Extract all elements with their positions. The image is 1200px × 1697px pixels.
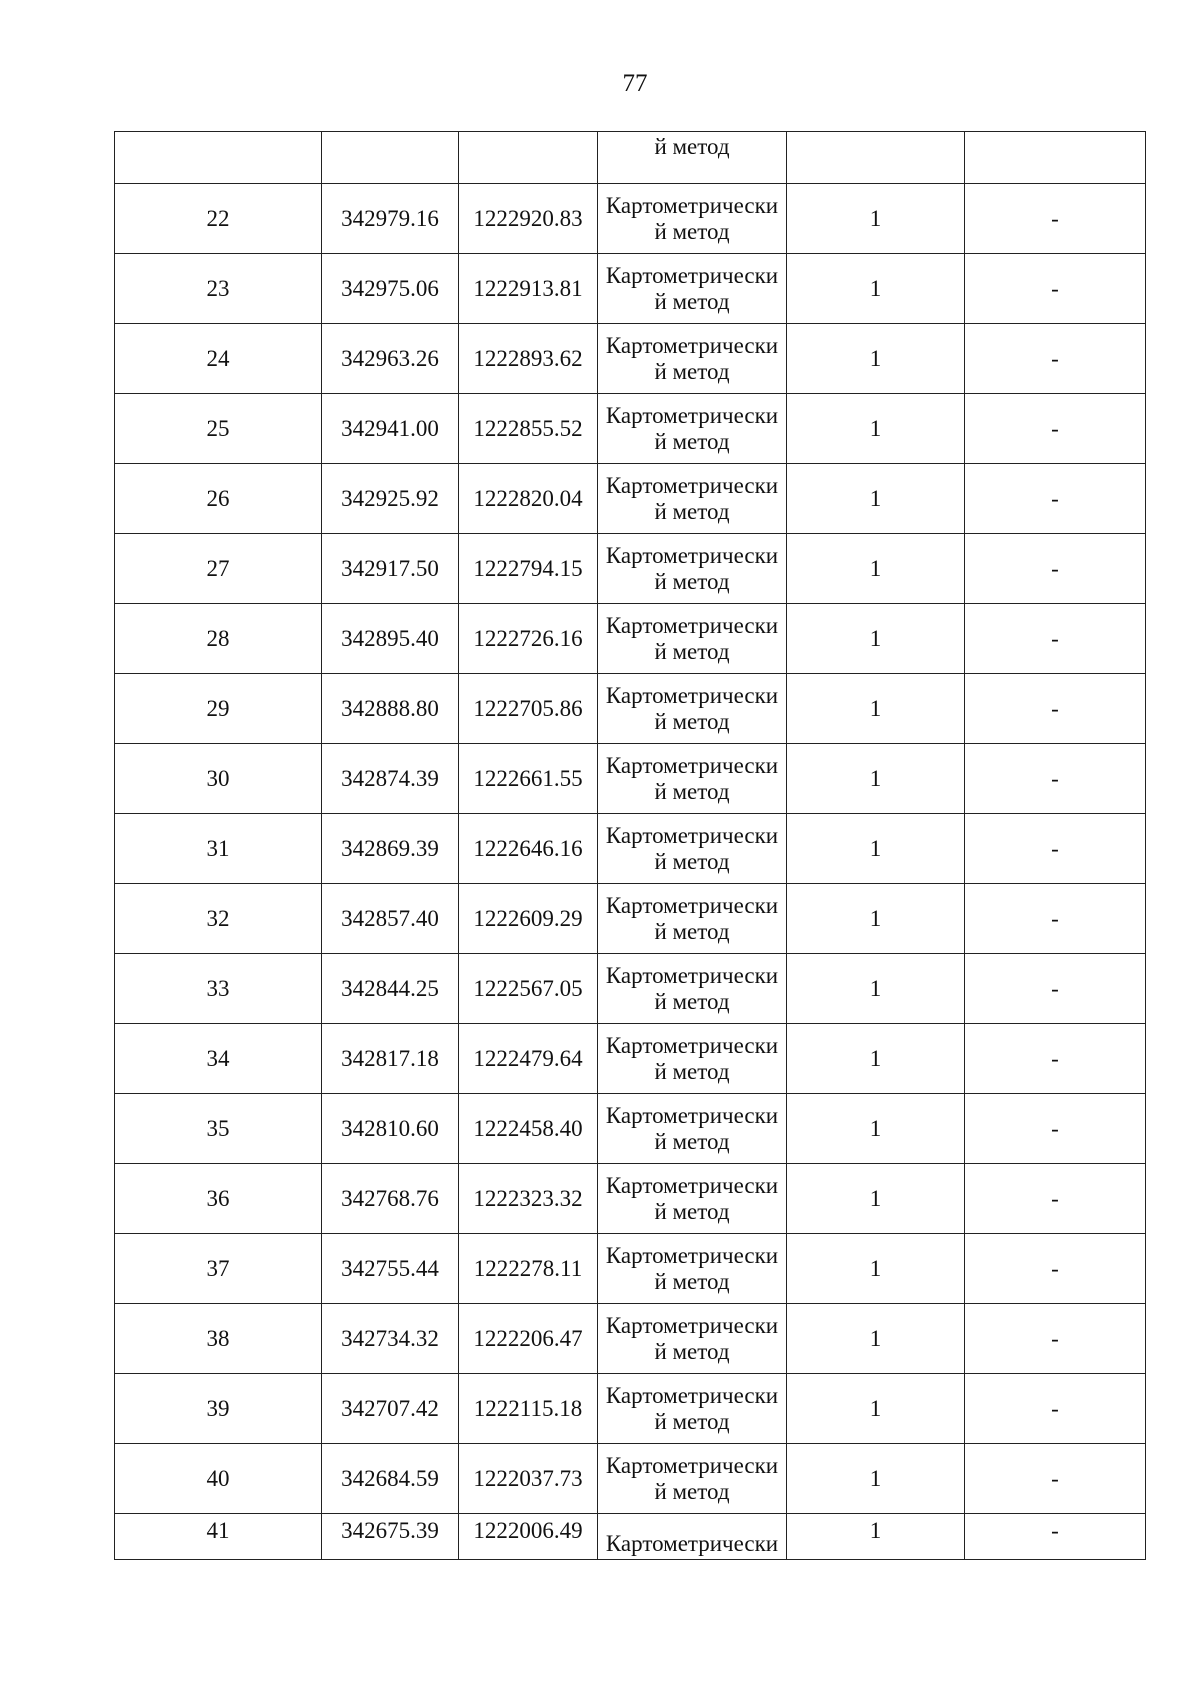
cell-x: 342755.44 (322, 1234, 459, 1304)
method-line-2: й метод (654, 638, 730, 664)
method-line-1: Картометрически (605, 1032, 779, 1058)
cell-y: 1222278.11 (459, 1234, 598, 1304)
cell-method (598, 464, 787, 534)
cell-note: - (965, 1514, 1146, 1560)
method-line-2: й метод (654, 358, 730, 384)
method-line-2: й метод (654, 778, 730, 804)
method-line-2: й метод (654, 428, 730, 454)
cell-number: 33 (115, 954, 322, 1024)
cell-x: 342925.92 (322, 464, 459, 534)
cell-method (598, 1304, 787, 1374)
cell-number: 41 (115, 1514, 322, 1560)
method-line-2: й метод (654, 568, 730, 594)
cell-note: - (965, 1304, 1146, 1374)
cell-method (598, 1164, 787, 1234)
cell-accuracy: 1 (787, 1514, 965, 1560)
method-line-2: й метод (654, 848, 730, 874)
method-line-2: й метод (654, 1268, 730, 1294)
cell-note: - (965, 1234, 1146, 1304)
cell-y: 1222115.18 (459, 1374, 598, 1444)
cell-number: 22 (115, 184, 322, 254)
cell-y (459, 132, 598, 184)
table-row (115, 884, 1146, 954)
method-line-1: Картометрически (605, 402, 779, 428)
cell-note: - (965, 184, 1146, 254)
method-line-2: й метод (654, 218, 730, 244)
cell-method: Картометрически (598, 1514, 787, 1560)
method-line-2: й метод (654, 1408, 730, 1434)
cell-x: 342941.00 (322, 394, 459, 464)
cell-x (322, 132, 459, 184)
cell-method (598, 324, 787, 394)
cell-y: 1222037.73 (459, 1444, 598, 1514)
cell-x: 342869.39 (322, 814, 459, 884)
cell-note: - (965, 1164, 1146, 1234)
method-line-1: Картометрически (605, 752, 779, 778)
method-line-1: Картометрически (605, 472, 779, 498)
cell-accuracy: 1 (787, 1024, 965, 1094)
table-row (115, 464, 1146, 534)
method-line-1: Картометрически (605, 892, 779, 918)
cell-accuracy (787, 132, 965, 184)
cell-method (598, 1374, 787, 1444)
cell-accuracy: 1 (787, 884, 965, 954)
cell-x: 342684.59 (322, 1444, 459, 1514)
coordinates-table (114, 131, 1146, 1560)
table-row (115, 954, 1146, 1024)
method-line-1: Картометрически (605, 962, 779, 988)
cell-number: 31 (115, 814, 322, 884)
cell-accuracy: 1 (787, 184, 965, 254)
cell-x: 342734.32 (322, 1304, 459, 1374)
cell-accuracy: 1 (787, 254, 965, 324)
cell-x: 342979.16 (322, 184, 459, 254)
cell-method: й метод (598, 132, 787, 184)
cell-y: 1222794.15 (459, 534, 598, 604)
cell-method (598, 184, 787, 254)
cell-accuracy: 1 (787, 1234, 965, 1304)
cell-note: - (965, 534, 1146, 604)
cell-note: - (965, 814, 1146, 884)
method-line-1: Картометрически (605, 1312, 779, 1338)
cell-note: - (965, 884, 1146, 954)
table-row (115, 1304, 1146, 1374)
table-row (115, 1374, 1146, 1444)
cell-y: 1222646.16 (459, 814, 598, 884)
table-row (115, 534, 1146, 604)
cell-x: 342963.26 (322, 324, 459, 394)
cell-x: 342975.06 (322, 254, 459, 324)
cell-x: 342768.76 (322, 1164, 459, 1234)
method-line-2: й метод (654, 918, 730, 944)
method-line-1: Картометрически (605, 612, 779, 638)
cell-number: 34 (115, 1024, 322, 1094)
table-row (115, 604, 1146, 674)
cell-number: 36 (115, 1164, 322, 1234)
cell-method (598, 394, 787, 464)
cell-method (598, 534, 787, 604)
table-body (115, 132, 1146, 1560)
method-line-2: й метод (654, 1058, 730, 1084)
method-line-1: Картометрически (605, 1102, 779, 1128)
cell-method (598, 1444, 787, 1514)
table-row (115, 184, 1146, 254)
cell-y: 1222006.49 (459, 1514, 598, 1560)
cell-x: 342817.18 (322, 1024, 459, 1094)
cell-x: 342675.39 (322, 1514, 459, 1560)
method-line-1: Картометрически (605, 1382, 779, 1408)
cell-method (598, 1024, 787, 1094)
cell-number: 32 (115, 884, 322, 954)
cell-note: - (965, 394, 1146, 464)
cell-y: 1222820.04 (459, 464, 598, 534)
method-line-1: Картометрически (605, 192, 779, 218)
cell-accuracy: 1 (787, 1444, 965, 1514)
cell-method (598, 674, 787, 744)
cell-x: 342895.40 (322, 604, 459, 674)
cell-y: 1222206.47 (459, 1304, 598, 1374)
cell-y: 1222920.83 (459, 184, 598, 254)
cell-accuracy: 1 (787, 954, 965, 1024)
cell-note: - (965, 464, 1146, 534)
method-line-1: Картометрически (605, 332, 779, 358)
cell-accuracy: 1 (787, 1164, 965, 1234)
cell-y: 1222855.52 (459, 394, 598, 464)
cell-note: - (965, 744, 1146, 814)
method-line-1: Картометрически (605, 542, 779, 568)
cell-note: - (965, 1094, 1146, 1164)
cell-y: 1222705.86 (459, 674, 598, 744)
cell-accuracy: 1 (787, 744, 965, 814)
method-line-1: Картометрически (605, 262, 779, 288)
continuation-row (115, 132, 1146, 184)
table-row (115, 394, 1146, 464)
cell-note (965, 132, 1146, 184)
cell-x: 342707.42 (322, 1374, 459, 1444)
cell-note: - (965, 1444, 1146, 1514)
cell-accuracy: 1 (787, 814, 965, 884)
cell-accuracy: 1 (787, 534, 965, 604)
table-row (115, 1444, 1146, 1514)
cell-y: 1222567.05 (459, 954, 598, 1024)
method-line-2: й метод (654, 1478, 730, 1504)
table-row (115, 1024, 1146, 1094)
cell-note: - (965, 324, 1146, 394)
cell-y: 1222609.29 (459, 884, 598, 954)
cell-number: 29 (115, 674, 322, 744)
method-line-2: й метод (654, 288, 730, 314)
table-row (115, 254, 1146, 324)
cell-number: 38 (115, 1304, 322, 1374)
cell-method (598, 604, 787, 674)
cell-note: - (965, 954, 1146, 1024)
table-row (115, 1094, 1146, 1164)
cell-y: 1222458.40 (459, 1094, 598, 1164)
cell-note: - (965, 254, 1146, 324)
cell-method (598, 884, 787, 954)
cell-number: 35 (115, 1094, 322, 1164)
method-line-2: й метод (654, 1128, 730, 1154)
coordinates-table-wrapper (114, 131, 1145, 1560)
cell-method (598, 954, 787, 1024)
cell-note: - (965, 1374, 1146, 1444)
method-line-1: Картометрически (605, 1172, 779, 1198)
cell-accuracy: 1 (787, 604, 965, 674)
table-row (115, 1234, 1146, 1304)
method-line-2: й метод (654, 498, 730, 524)
method-line-2: й метод (654, 708, 730, 734)
page-number: 77 (622, 70, 648, 97)
cell-y: 1222661.55 (459, 744, 598, 814)
cell-note: - (965, 604, 1146, 674)
cell-method (598, 814, 787, 884)
method-line-2: й метод (654, 1338, 730, 1364)
cell-method (598, 744, 787, 814)
cell-accuracy: 1 (787, 1094, 965, 1164)
method-line-2: й метод (654, 1198, 730, 1224)
cell-note: - (965, 1024, 1146, 1094)
method-line-1: Картометрически (605, 1452, 779, 1478)
cell-method (598, 1094, 787, 1164)
method-line-2: й метод (654, 988, 730, 1014)
table-row (115, 814, 1146, 884)
cell-note: - (965, 674, 1146, 744)
cell-method (598, 254, 787, 324)
cell-number: 27 (115, 534, 322, 604)
cell-number: 24 (115, 324, 322, 394)
cell-y: 1222323.32 (459, 1164, 598, 1234)
cell-accuracy: 1 (787, 1304, 965, 1374)
cell-x: 342917.50 (322, 534, 459, 604)
table-row (115, 1164, 1146, 1234)
cell-x: 342810.60 (322, 1094, 459, 1164)
cell-accuracy: 1 (787, 1374, 965, 1444)
cell-number: 28 (115, 604, 322, 674)
cell-number: 26 (115, 464, 322, 534)
method-line-1: Картометрически (605, 682, 779, 708)
cell-x: 342857.40 (322, 884, 459, 954)
cell-number: 30 (115, 744, 322, 814)
cell-accuracy: 1 (787, 324, 965, 394)
cell-accuracy: 1 (787, 674, 965, 744)
cell-number: 40 (115, 1444, 322, 1514)
cell-accuracy: 1 (787, 464, 965, 534)
cell-accuracy: 1 (787, 394, 965, 464)
table-row (115, 744, 1146, 814)
cell-number: 25 (115, 394, 322, 464)
cell-y: 1222726.16 (459, 604, 598, 674)
cell-number (115, 132, 322, 184)
cell-y: 1222479.64 (459, 1024, 598, 1094)
cell-x: 342844.25 (322, 954, 459, 1024)
method-line-1: Картометрически (605, 822, 779, 848)
table-row (115, 324, 1146, 394)
method-line-1: Картометрически (605, 1242, 779, 1268)
cell-y: 1222893.62 (459, 324, 598, 394)
table-row-partial (115, 1514, 1146, 1560)
cell-x: 342888.80 (322, 674, 459, 744)
cell-number: 39 (115, 1374, 322, 1444)
cell-x: 342874.39 (322, 744, 459, 814)
cell-y: 1222913.81 (459, 254, 598, 324)
cell-method (598, 1234, 787, 1304)
cell-number: 37 (115, 1234, 322, 1304)
cell-number: 23 (115, 254, 322, 324)
table-row (115, 674, 1146, 744)
